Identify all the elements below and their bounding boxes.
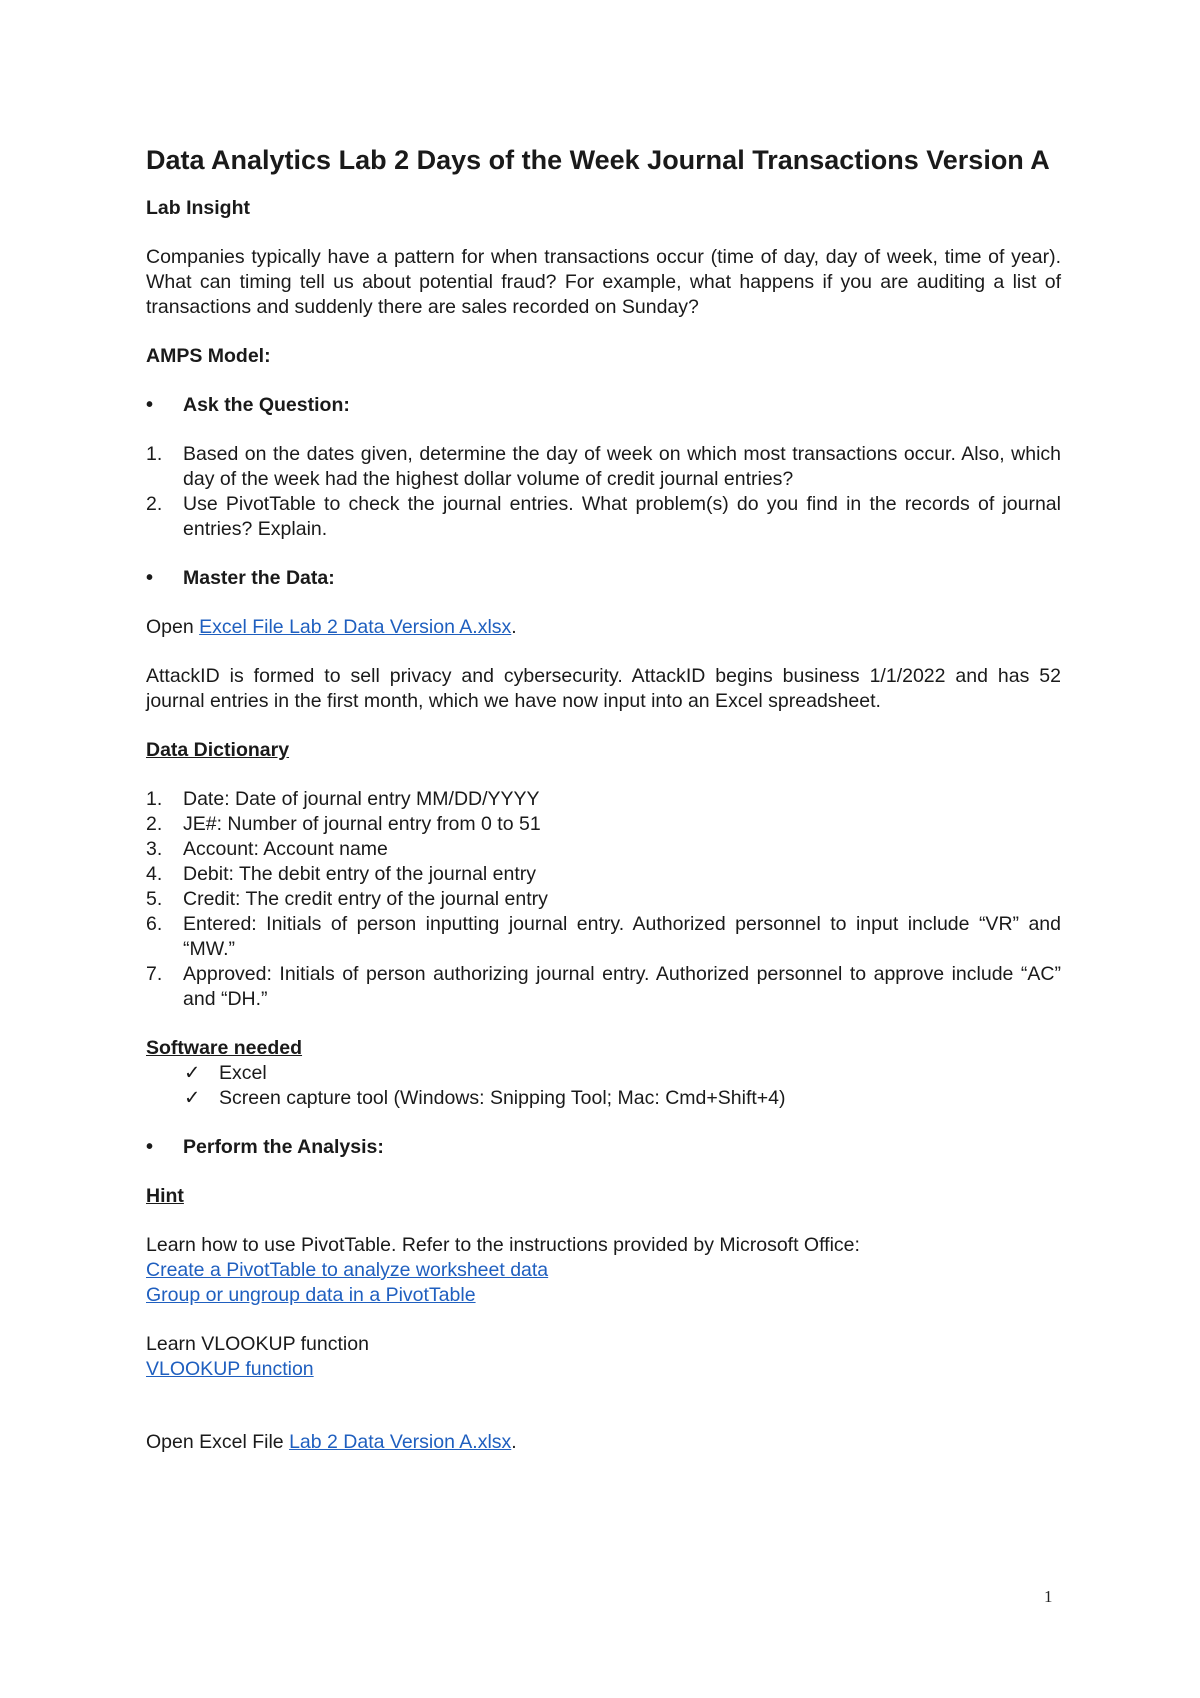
list-item: 1. Date: Date of journal entry MM/DD/YYYY	[146, 788, 540, 810]
vlookup-link-line	[146, 1357, 1061, 1382]
excel-file-link[interactable]: Excel File Lab 2 Data Version A.xlsx	[199, 616, 512, 638]
list-item: 6. Entered: Initials of person inputting journal entry. Authorized personnel to input include “VR” and “MW.”	[146, 913, 1061, 960]
page-number: 1	[1044, 1587, 1053, 1606]
software-needed-heading: Software needed	[146, 1037, 303, 1059]
perform-section	[146, 1135, 1061, 1160]
vlookup-intro: Learn VLOOKUP function	[146, 1333, 369, 1355]
create-pivottable-link[interactable]: Create a PivotTable to analyze worksheet data	[146, 1259, 549, 1281]
perform-heading: • Perform the Analysis:	[146, 1135, 1061, 1160]
open-file-line-2: Open Excel File Lab 2 Data Version A.xlsx.	[146, 1431, 517, 1453]
list-item: ✓ Screen capture tool (Windows: Snipping Tool; Mac: Cmd+Shift+4)	[184, 1087, 786, 1109]
company-intro: AttackID is formed to sell privacy and cybersecurity. AttackID begins business 1/1/2022 and has 52 journal entries in the first month, which we have now input into an Excel spreadsheet.	[146, 665, 1061, 712]
master-section	[146, 566, 1061, 591]
document-body	[146, 144, 1061, 1455]
ask-section	[146, 393, 1061, 418]
ask-heading: • Ask the Question:	[146, 393, 1061, 418]
list-item: 4. Debit: The debit entry of the journal entry	[146, 863, 537, 885]
software-list	[146, 1061, 1061, 1111]
hint-heading: Hint	[146, 1185, 184, 1207]
list-item: 2. JE#: Number of journal entry from 0 to 51	[146, 813, 541, 835]
lab-insight-heading: Lab Insight	[146, 197, 250, 219]
list-item: 2. Use PivotTable to check the journal entries. What problem(s) do you find in the records of journal entries? Explain.	[146, 493, 1061, 540]
list-item: 7. Approved: Initials of person authorizing journal entry. Authorized personnel to approve include “AC” and “DH.”	[146, 963, 1061, 1010]
document-title: Data Analytics Lab 2 Days of the Week Journal Transactions Version A	[146, 145, 1050, 175]
vlookup-link[interactable]: VLOOKUP function	[146, 1358, 314, 1380]
data-dictionary-list	[146, 787, 1061, 1012]
group-pivottable-link[interactable]: Group or ungroup data in a PivotTable	[146, 1284, 476, 1306]
open-file-line: Open Excel File Lab 2 Data Version A.xlsx.	[146, 616, 517, 638]
list-item: 5. Credit: The credit entry of the journal entry	[146, 888, 548, 910]
data-dictionary-heading: Data Dictionary	[146, 739, 290, 761]
checkmark-icon: ✓	[184, 1062, 201, 1084]
lab-insight-text: Companies typically have a pattern for when transactions occur (time of day, day of week, time of year). What can timing tell us about potential fraud? For example, what happens if you are auditing a list of transactions and suddenly there are sales recorded on Sunday?	[146, 246, 1061, 318]
master-heading: • Master the Data:	[146, 566, 1061, 591]
list-item: 3. Account: Account name	[146, 838, 388, 860]
list-item: ✓ Excel	[184, 1062, 267, 1084]
pivot-intro: Learn how to use PivotTable. Refer to the instructions provided by Microsoft Office:	[146, 1234, 860, 1256]
pivot-link-line	[146, 1258, 1061, 1283]
checkmark-icon: ✓	[184, 1087, 201, 1109]
lab2-data-link[interactable]: Lab 2 Data Version A.xlsx	[289, 1431, 512, 1453]
list-item: 1. Based on the dates given, determine the day of week on which most transactions occur. Also, which day of the week had the highest dollar volume of credit journal entries?	[146, 443, 1061, 490]
pivot-link-line	[146, 1283, 1061, 1308]
ask-list	[146, 442, 1061, 542]
amps-model-heading: AMPS Model:	[146, 345, 271, 367]
